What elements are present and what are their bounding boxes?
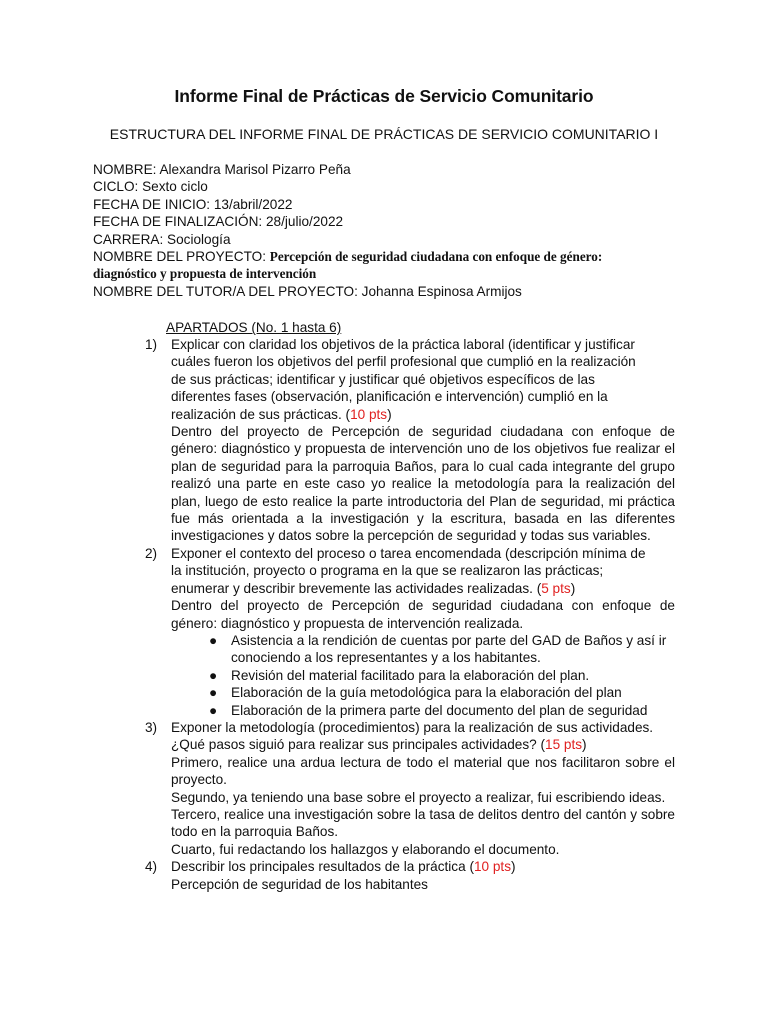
close-paren: ) (511, 859, 516, 875)
item-question-last (171, 580, 675, 597)
list-item (145, 336, 675, 545)
item-question-line: Explicar con claridad los objetivos de la práctica laboral (identificar y justificar (171, 337, 635, 352)
close-paren: ) (387, 406, 392, 422)
bullet-item (171, 667, 675, 684)
document-title: Informe Final de Prácticas de Servicio Comunitario (174, 86, 594, 106)
item-question-last (171, 406, 675, 423)
item-answer: Segundo, ya teniendo una base sobre el proyecto a realizar, fui escribiendo ideas. (171, 789, 666, 805)
bullet-icon: ● (209, 632, 218, 648)
item-question-line: cuáles fueron los objetivos del perfil profesional que cumplió en la realización (171, 354, 636, 370)
bullet-icon: ● (209, 685, 218, 701)
close-paren: ) (570, 580, 576, 596)
bullet-item (171, 632, 675, 667)
item-question-line: la institución, proyecto o programa en la que se realizaron las prácticas; (171, 563, 604, 579)
bullet-text: Asistencia a la rendición de cuentas por parte del GAD de Baños y así ir conociendo a los representantes y a los habitantes. (231, 632, 667, 666)
bullet-text: Elaboración de la primera parte del documento del plan de seguridad (231, 702, 648, 718)
field-proyecto (93, 248, 693, 265)
item-question-line: Exponer el contexto del proceso o tarea encomendada (descripción mínima de (171, 545, 646, 561)
item-number: 1) (145, 337, 158, 352)
item-question-text: enumerar y describir brevemente las actividades realizadas. ( (171, 580, 542, 596)
item-question-line: de sus prácticas; identificar y justificar qué objetivos específicos de las (171, 371, 595, 387)
bullet-list (171, 632, 675, 719)
item-question-line: Exponer la metodología (procedimientos) para la realización de sus actividades. (171, 719, 654, 735)
close-paren: ) (582, 737, 587, 753)
item-question-last (171, 858, 675, 875)
item-answer: Cuarto, fui redactando los hallazgos y elaborando el documento. (171, 841, 560, 857)
item-question-text: Describir los principales resultados de la práctica ( (171, 859, 474, 875)
field-ciclo: CICLO: Sexto ciclo (93, 179, 208, 195)
item-number: 3) (145, 719, 158, 735)
points-label: 5 pts (541, 580, 571, 596)
bullet-item (171, 684, 675, 701)
item-question-text: ¿Qué pasos siguió para realizar sus principales actividades? ( (171, 737, 546, 753)
item-number: 2) (145, 545, 158, 561)
document-subtitle: ESTRUCTURA DEL INFORME FINAL DE PRÁCTICAS DE SERVICIO COMUNITARIO I (109, 126, 659, 142)
item-answer: Primero, realice una ardua lectura de todo el material que nos facilitaron sobre el proyecto. (171, 754, 675, 788)
field-proyecto-value-1: Percepción de seguridad ciudadana con enfoque de género: (269, 249, 603, 265)
item-answer: Dentro del proyecto de Percepción de seguridad ciudadana con enfoque de género: diagnóstico y propuesta de intervención uno de los objetivos fue realizar el plan de seguridad para la parroquia Baños, para lo cual cada integrante del grupo realizó una parte en este caso yo realice la metodología para la realización del plan, luego de esto realice la parte introductoria del Plan de seguridad, mi práctica fue más orientada a la investigación y la escritura, basada en las diferentes investigaciones y datos sobre la percepción de seguridad y todas sus variables. (171, 424, 675, 544)
item-answer: Percepción de seguridad de los habitantes (171, 876, 428, 892)
item-question-line: diferentes fases (observación, planificación e intervención) cumplió en la (171, 389, 608, 405)
field-proyecto-value-2: diagnóstico y propuesta de intervención (93, 266, 317, 282)
bullet-item (171, 702, 675, 719)
bullet-text: Elaboración de la guía metodológica para la elaboración del plan (231, 685, 622, 701)
points-label: 10 pts (350, 406, 388, 422)
item-number: 4) (145, 859, 158, 875)
points-label: 10 pts (473, 859, 511, 875)
field-carrera: CARRERA: Sociología (93, 231, 231, 247)
bullet-text: Revisión del material facilitado para la elaboración del plan. (231, 667, 590, 683)
field-fecha-inicio: FECHA DE INICIO: 13/abril/2022 (93, 196, 293, 212)
item-answer: Dentro del proyecto de Percepción de seguridad ciudadana con enfoque de género: diagnóstico y propuesta de intervención realizada. (171, 598, 675, 631)
bullet-icon: ● (209, 702, 218, 718)
bullet-icon: ● (209, 667, 218, 683)
student-info (93, 161, 693, 300)
item-question-last (171, 736, 675, 753)
list-item (145, 719, 675, 858)
item-question-text: realización de sus prácticas. ( (171, 406, 351, 422)
field-tutor: NOMBRE DEL TUTOR/A DEL PROYECTO: Johanna Espinosa Armijos (93, 283, 522, 299)
list-item (145, 858, 675, 893)
field-proyecto-label: NOMBRE DEL PROYECTO: (93, 249, 270, 265)
item-answer: Tercero, realice una investigación sobre la tasa de delitos dentro del cantón y sobre todo en la parroquia Baños. (171, 806, 675, 840)
apartados-heading: APARTADOS (No. 1 hasta 6) (166, 320, 342, 335)
field-fecha-fin: FECHA DE FINALIZACIÓN: 28/julio/2022 (93, 214, 344, 230)
points-label: 15 pts (545, 737, 583, 753)
list-item (145, 545, 675, 719)
field-nombre: NOMBRE: Alexandra Marisol Pizarro Peña (93, 162, 351, 177)
apartados-list (145, 336, 675, 893)
